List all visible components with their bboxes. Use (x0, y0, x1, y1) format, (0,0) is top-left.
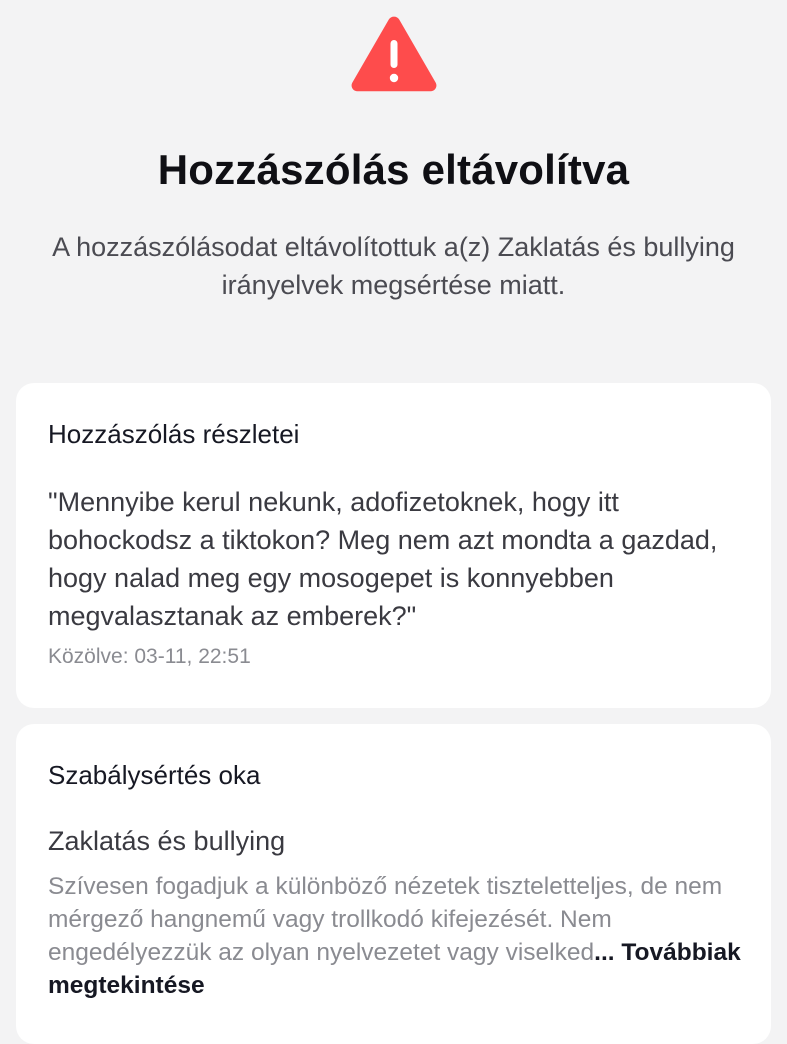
reason-description-text: Szívesen fogadjuk a különböző nézetek tiszteletteljes, de nem mérgező hangnemű vagy trollkodó kifejezését. Nem engedélyezzük az olyan nyelvezetet vagy viselked (48, 873, 723, 966)
comment-details-heading: Hozzászólás részletei (48, 419, 300, 449)
violation-reason-name: Zaklatás és bullying (48, 826, 286, 856)
violation-reason-heading: Szabálysértés oka (48, 760, 261, 790)
comment-details-card (16, 383, 771, 708)
warning-triangle-icon (349, 14, 439, 94)
removed-comment-text: "Mennyibe kerul nekunk, adofizetoknek, hogy itt bohockodsz a tiktokon? Meg nem azt mondta a gazdad, hogy nalad meg egy mosogepet is konnyebben megvalasztanak az emberek?" (48, 487, 718, 631)
violation-reason-description (48, 870, 748, 1002)
posted-timestamp: Közölve: 03-11, 22:51 (48, 645, 251, 668)
removal-subtitle: A hozzászólásodat eltávolítottuk a(z) Zaklatás és bullying irányelvek megsértése miatt. (52, 232, 735, 300)
violation-reason-card (16, 724, 771, 1044)
see-more-link[interactable]: ... Továbbiak megtekintése (48, 939, 741, 999)
page-title: Hozzászólás eltávolítva (157, 146, 630, 193)
